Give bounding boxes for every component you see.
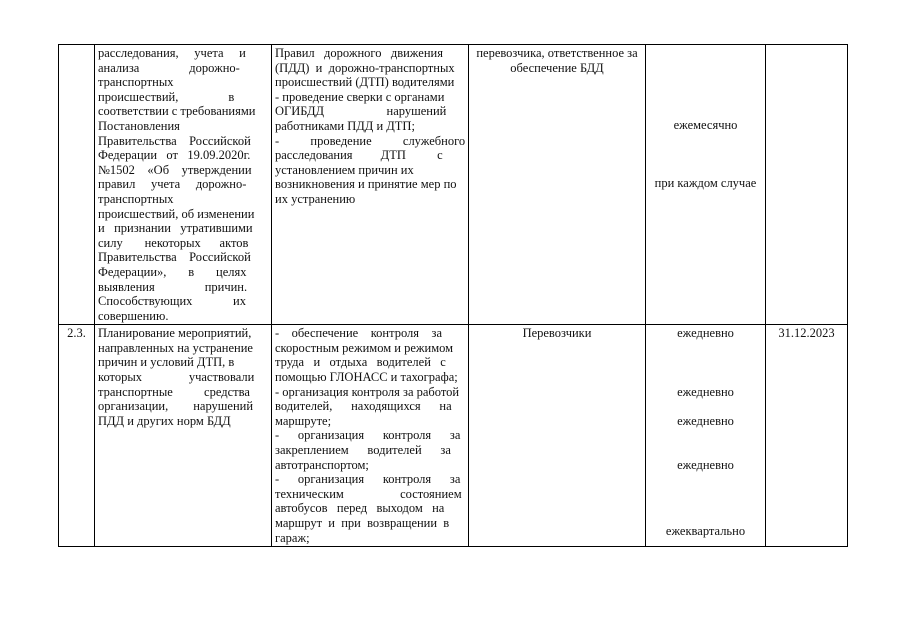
text-line: - проведение сверки с органами [275,89,445,104]
text-line: Правительства Российской [98,250,251,265]
text-line: гараж; [275,530,310,545]
text-line: маршрут и при возвращении в [275,516,450,530]
period-item: ежедневно [677,385,734,400]
period-item: ежедневно [677,326,734,341]
measure-name-text [98,46,268,323]
text-line: направленных на устранение [98,340,253,355]
text-line: - обеспечение контроля за [275,326,443,341]
period-item: ежемесячно [673,118,738,132]
text-line: (ПДД) и дорожно-транспортных [275,60,455,75]
text-line: силу некоторых актов [98,235,249,250]
actions-cell [272,45,469,325]
measure-name-text [98,326,268,428]
text-line: автобусов перед выходом на [275,501,445,516]
text-line: водителей, находящихся на [275,399,452,414]
text-line: - организация контроля за [275,428,461,443]
period-cell [646,325,766,547]
row-number-cell: 2.3. [59,325,95,547]
text-line: происшествий, об изменении [98,206,255,221]
period-item: ежедневно [677,414,734,429]
text-line: Федерации», в целях [98,264,247,279]
text-line: выявления причин. [98,279,248,294]
responsible-cell [469,45,646,325]
text-line: закреплением водителей за [275,443,451,458]
text-line: - организация контроля за [275,472,461,487]
text-line: возникновения и принятие мер по [275,177,457,192]
responsible-text [472,46,642,75]
text-line: Способствующих их [98,294,246,309]
measures-table [58,44,848,547]
text-line: транспортных [98,191,174,206]
text-line: правил учета дорожно- [98,177,247,192]
period-item: ежедневно [677,458,734,473]
deadline-cell: 31.12.2023 [766,325,848,547]
table-row [59,45,848,325]
text-line: Федерации от 19.09.2020г. [98,148,251,163]
responsible-cell: Перевозчики [469,325,646,547]
text-line: маршруте; [275,413,332,428]
text-line: организации, нарушений [98,399,254,414]
text-line: - проведение служебного [275,133,466,148]
text-line: - организация контроля за работой [275,384,460,399]
text-line: ПДД и других норм БДД [98,413,231,428]
text-line: перевозчика, ответственное за [476,46,638,60]
text-line: помощью ГЛОНАСС и тахографа; [275,370,458,385]
text-line: расследования ДТП с [275,148,443,163]
text-line: Постановления [98,118,180,133]
text-line: №1502 «Об утверждении [98,162,252,177]
measure-name-cell [95,45,272,325]
measure-name-cell [95,325,272,547]
text-line: расследования, учета и [98,46,246,60]
text-line: причин и условий ДТП, в [98,355,235,370]
text-line: происшествий (ДТП) водителями [275,75,455,90]
text-line: скоростным режимом и режимом [275,340,454,355]
row-number-cell [59,45,95,325]
text-line: техническим состоянием [275,486,462,501]
period-item: при каждом случае [654,176,757,190]
text-line: происшествий, в [98,89,235,104]
text-line: транспортные средства [98,384,250,399]
text-line: автотранспортом; [275,457,369,472]
text-line: Планирование мероприятий, [98,326,252,341]
text-line: установлением причин их [275,162,414,177]
period-item: ежеквартально [665,524,746,539]
table-row [59,325,848,547]
actions-text [275,326,465,545]
text-line: ОГИБДД нарушений [275,104,447,119]
text-line: обеспечение БДД [510,60,604,75]
actions-text [275,46,465,207]
text-line: труда и отдыха водителей с [275,355,446,370]
period-cell [646,45,766,325]
actions-cell [272,325,469,547]
text-line: совершению. [98,308,169,323]
text-line: соответствии с требованиями [98,104,256,119]
text-line: анализа дорожно- [98,60,240,75]
deadline-cell [766,45,848,325]
text-line: транспортных [98,75,174,90]
text-line: Правительства Российской [98,133,251,148]
text-line: которых участвовали [98,370,255,385]
text-line: Правил дорожного движения [275,46,443,60]
text-line: работниками ПДД и ДТП; [275,118,415,133]
text-line: и признании утратившими [98,221,253,236]
text-line: их устранению [275,191,356,206]
